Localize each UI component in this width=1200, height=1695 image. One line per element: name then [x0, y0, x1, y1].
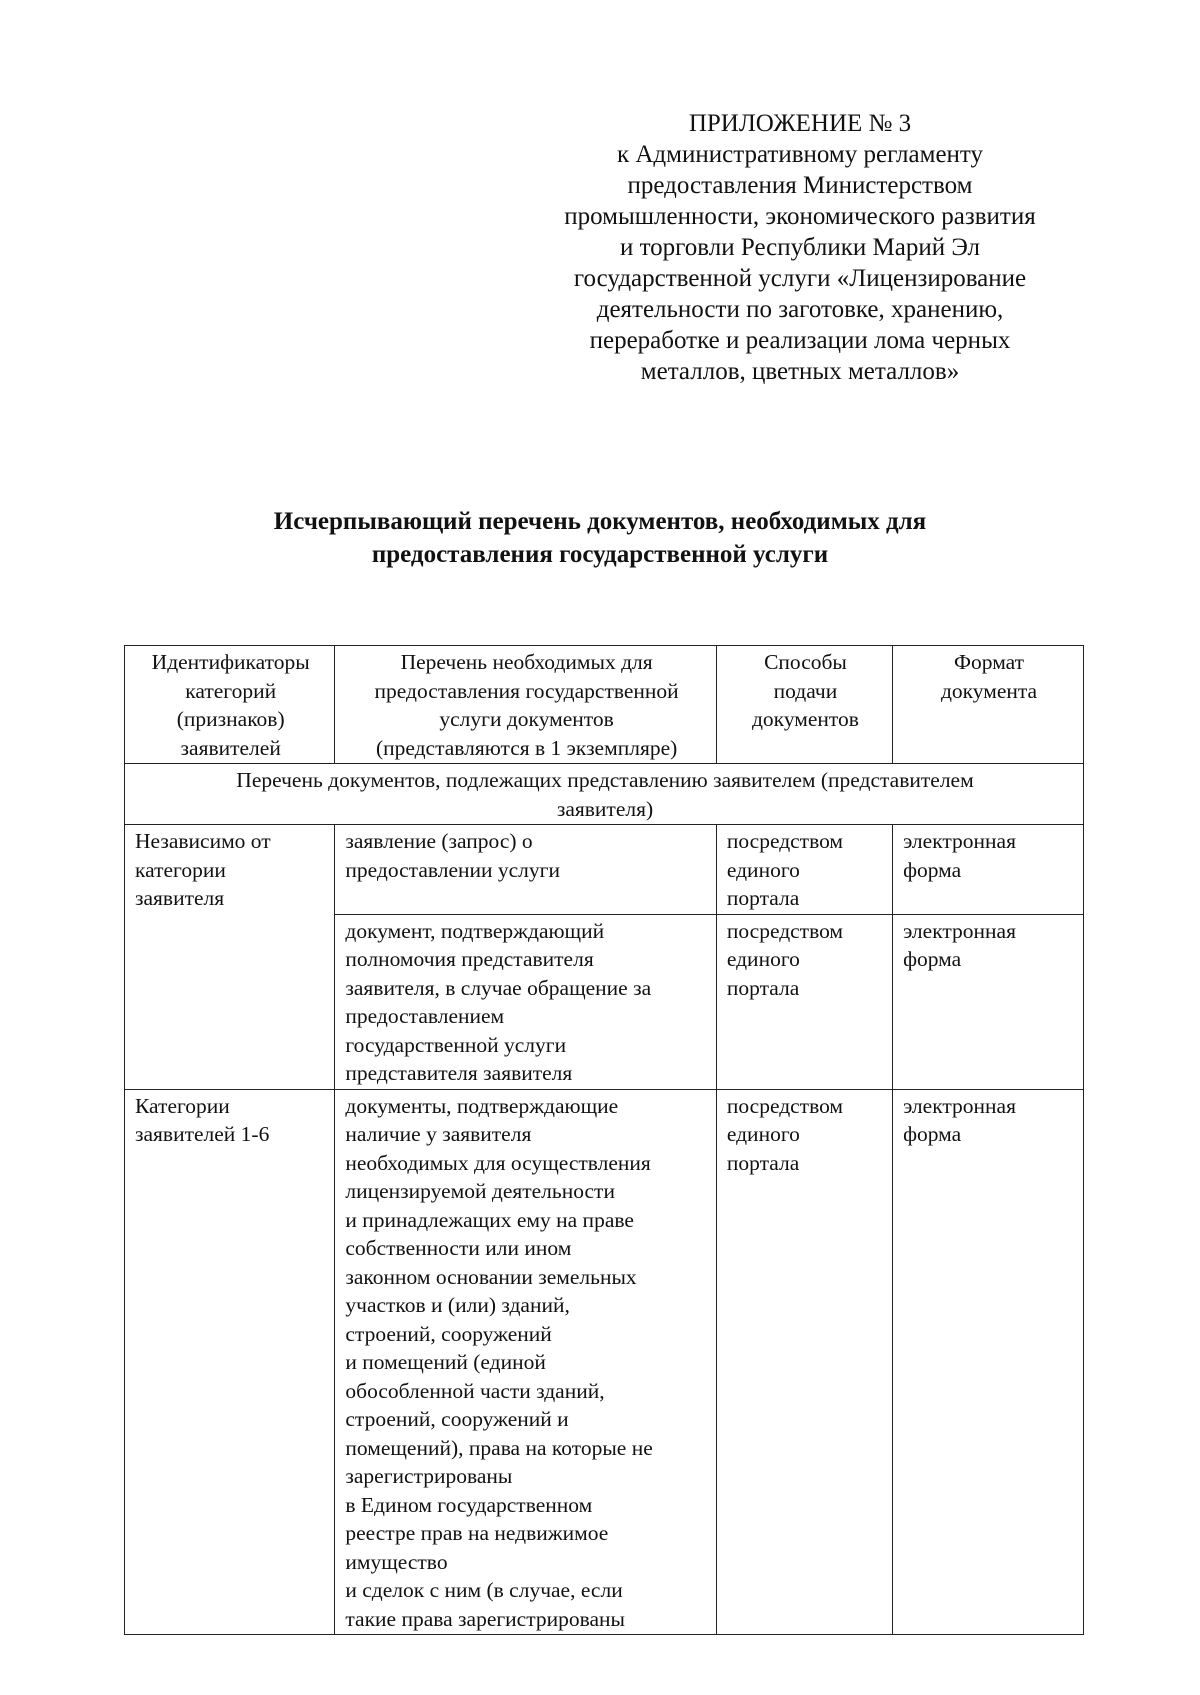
header-text: категорий — [185, 678, 277, 703]
category-cell — [125, 1089, 335, 1635]
cell-text: зарегистрированы — [345, 1464, 513, 1488]
format-cell — [893, 914, 1084, 1089]
documents-table — [124, 645, 1084, 1635]
header-text: Перечень необходимых для — [400, 650, 653, 674]
cell-text: строений, сооружений и — [345, 1407, 569, 1431]
cell-text: портала — [726, 1150, 800, 1175]
cell-text: полномочия представителя — [345, 947, 594, 971]
table-row — [125, 825, 1084, 915]
cell-text: документ, подтверждающий — [345, 918, 605, 943]
appendix-line: государственной услуги «Лицензирование — [573, 265, 1027, 292]
cell-text: заявителей 1-6 — [135, 1122, 270, 1146]
cell-text: собственности или ином — [345, 1236, 572, 1260]
cell-text: заявление (запрос) о — [345, 829, 533, 853]
cell-text: заявителя, в случае обращение за — [345, 975, 652, 1000]
cell-text: документы, подтверждающие — [345, 1093, 619, 1118]
cell-text: единого — [726, 857, 800, 882]
format-cell — [893, 825, 1084, 915]
cell-text: государственной услуги — [345, 1032, 567, 1057]
header-documents — [335, 646, 716, 764]
header-text: подачи — [773, 678, 838, 703]
cell-text: форма — [903, 947, 962, 971]
cell-text: обособленной части зданий, — [345, 1378, 605, 1403]
method-cell — [716, 914, 892, 1089]
format-cell — [893, 1089, 1084, 1635]
cell-text: и сделок с ним (в случае, если — [345, 1578, 623, 1602]
cell-text: Независимо от — [135, 829, 271, 853]
document-cell — [335, 825, 716, 915]
header-method — [716, 646, 892, 764]
cell-text: помещений), права на которые не — [345, 1435, 653, 1460]
section-header — [125, 764, 1084, 825]
appendix-line: металлов, цветных металлов» — [640, 358, 960, 385]
cell-text: посредством — [726, 918, 844, 943]
cell-text: заявителя — [135, 886, 225, 910]
section-header-text: Перечень документов, подлежащих представлению заявителем (представителем — [236, 768, 974, 792]
appendix-line: к Административному регламенту — [616, 141, 984, 168]
header-format — [893, 646, 1084, 764]
cell-text: реестре прав на недвижимое — [345, 1521, 609, 1545]
title-line: предоставления государственной услуги — [371, 541, 829, 568]
cell-text: наличие у заявителя — [345, 1122, 532, 1146]
cell-text: форма — [903, 857, 962, 882]
header-text: Формат — [954, 650, 1025, 674]
cell-text: единого — [726, 947, 800, 971]
cell-text: Категории — [135, 1093, 230, 1118]
document-cell — [335, 1089, 716, 1635]
cell-text: электронная — [903, 829, 1016, 853]
document-title — [200, 505, 1000, 571]
cell-text: такие права зарегистрированы — [345, 1606, 626, 1631]
appendix-line: переработке и реализации лома черных — [589, 327, 1011, 354]
title-line: Исчерпывающий перечень документов, необходимых для — [273, 508, 927, 535]
cell-text: имущество — [345, 1549, 448, 1574]
appendix-line: промышленности, экономического развития — [564, 203, 1036, 230]
appendix-heading — [540, 108, 1060, 387]
category-cell — [125, 825, 335, 1090]
cell-text: портала — [726, 975, 800, 1000]
cell-text: портала — [726, 886, 800, 910]
header-text: документа — [940, 678, 1038, 703]
cell-text: посредством — [726, 829, 844, 853]
header-category — [125, 646, 335, 764]
header-text: Способы — [764, 650, 847, 674]
header-text: Идентификаторы — [151, 650, 310, 674]
cell-text: участков и (или) зданий, — [345, 1293, 570, 1317]
cell-text: лицензируемой деятельности — [345, 1179, 615, 1203]
appendix-line: ПРИЛОЖЕНИЕ № 3 — [688, 110, 912, 137]
method-cell — [716, 1089, 892, 1635]
header-text: заявителей — [180, 735, 281, 760]
cell-text: и помещений (единой — [345, 1350, 546, 1374]
header-text: документов — [751, 707, 859, 731]
cell-text: посредством — [726, 1093, 844, 1118]
cell-text: предоставлением — [345, 1004, 505, 1028]
method-cell — [716, 825, 892, 915]
document-cell — [335, 914, 716, 1089]
table-row — [125, 1089, 1084, 1635]
appendix-line: предоставления Министерством — [627, 172, 973, 199]
section-header-row — [125, 764, 1084, 825]
cell-text: электронная — [903, 918, 1016, 943]
table-header-row — [125, 646, 1084, 764]
appendix-line: деятельности по заготовке, хранению, — [596, 296, 1004, 323]
header-text: (признаков) — [176, 707, 285, 731]
cell-text: и принадлежащих ему на праве — [345, 1207, 634, 1232]
section-header-text: заявителя) — [556, 796, 654, 821]
header-text: (представляются в 1 экземпляре) — [375, 735, 678, 760]
cell-text: электронная — [903, 1093, 1016, 1118]
cell-text: категории — [135, 857, 226, 882]
appendix-line: и торговли Республики Марий Эл — [619, 234, 981, 261]
cell-text: в Едином государственном — [345, 1492, 593, 1517]
cell-text: законном основании земельных — [345, 1264, 637, 1289]
cell-text: единого — [726, 1122, 800, 1146]
header-text: услуги документов — [439, 707, 614, 731]
cell-text: необходимых для осуществления — [345, 1150, 651, 1175]
cell-text: предоставлении услуги — [345, 857, 560, 882]
cell-text: форма — [903, 1122, 962, 1146]
cell-text: представителя заявителя — [345, 1061, 573, 1085]
cell-text: строений, сооружений — [345, 1321, 552, 1346]
header-text: предоставления государственной — [374, 678, 679, 703]
